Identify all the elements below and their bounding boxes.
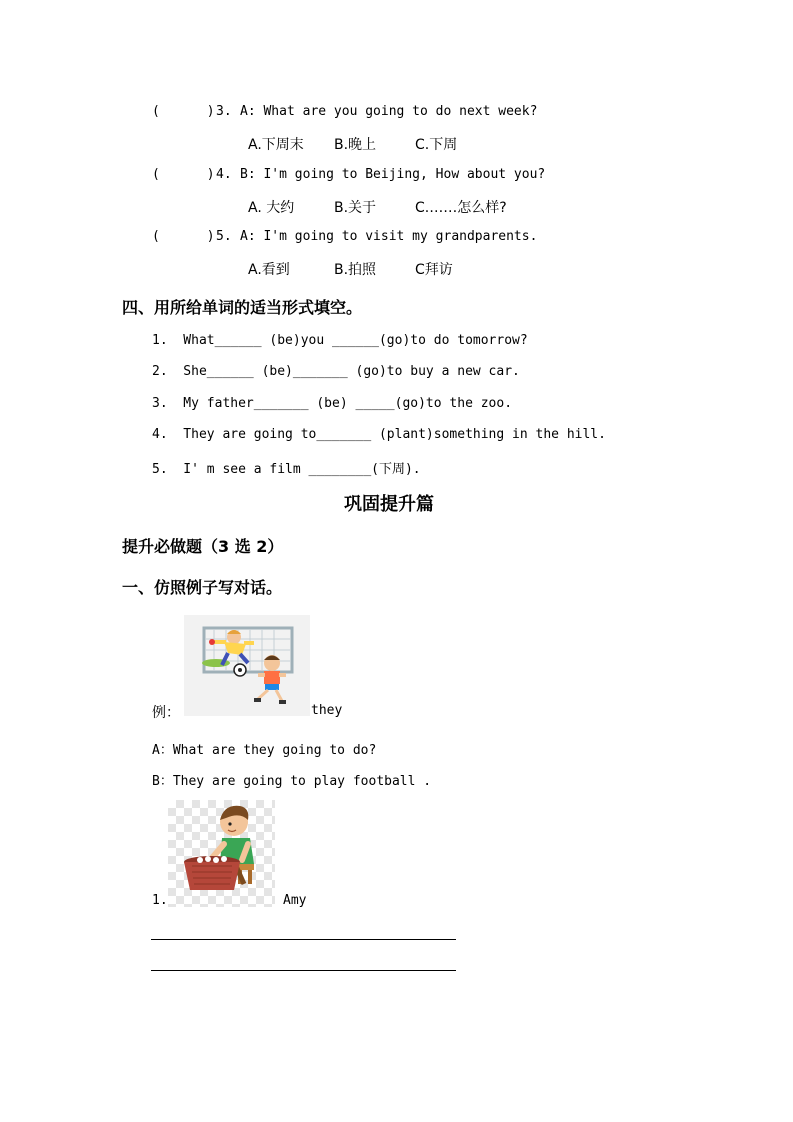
option-b: B.关于 (334, 200, 377, 216)
fill-item-3: 3. My father_______ (be) _____(go)to the zoo. (152, 396, 513, 411)
option-c: C拜访 (415, 262, 453, 278)
washing-image (168, 800, 275, 907)
question-text: A: What are you going to do next week? (240, 104, 538, 119)
example-label: 例： (152, 705, 180, 721)
answer-paren[interactable]: ( ) (152, 167, 215, 182)
example-line-a: A：What are they going to do? (152, 743, 377, 758)
option-a: A. 大约 (248, 200, 295, 216)
question-text: B: I'm going to Beijing, How about you? (240, 167, 546, 182)
question-1-word: Amy (283, 893, 307, 908)
question-1-number: 1. (152, 893, 168, 908)
question-number: 5. (216, 229, 232, 244)
example-line-b: B：They are going to play football . (152, 774, 432, 789)
fill-item-2: 2. She______ (be)_______ (go)to buy a new car. (152, 364, 520, 379)
football-image (184, 615, 310, 716)
fill-item-1: 1. What______ (be)you ______(go)to do tomorrow? (152, 333, 528, 348)
section-4-heading: 四、用所给单词的适当形式填空。 (122, 298, 363, 317)
answer-line-2[interactable] (151, 970, 456, 971)
question-number: 3. (216, 104, 232, 119)
answer-paren[interactable]: ( ) (152, 229, 215, 244)
fill-item-4: 4. They are going to_______ (plant)something in the hill. (152, 427, 606, 442)
option-a: A.下周末 (248, 137, 304, 153)
option-a: A.看到 (248, 262, 290, 278)
question-text: A: I'm going to visit my grandparents. (240, 229, 538, 244)
answer-paren[interactable]: ( ) (152, 104, 215, 119)
option-b: B.晚上 (334, 137, 377, 153)
example-word: they (311, 703, 343, 718)
page-title: 巩固提升篇 (344, 494, 434, 515)
option-c: C.……怎么样? (415, 200, 507, 216)
answer-line-1[interactable] (151, 939, 456, 940)
subheading: 提升必做题（3 选 2） (122, 537, 284, 556)
option-b: B.拍照 (334, 262, 377, 278)
question-number: 4. (216, 167, 232, 182)
fill-item-5: 5. I' m see a film ________(下周). (152, 462, 421, 477)
option-c: C.下周 (415, 137, 458, 153)
section-1-heading: 一、仿照例子写对话。 (122, 578, 283, 597)
